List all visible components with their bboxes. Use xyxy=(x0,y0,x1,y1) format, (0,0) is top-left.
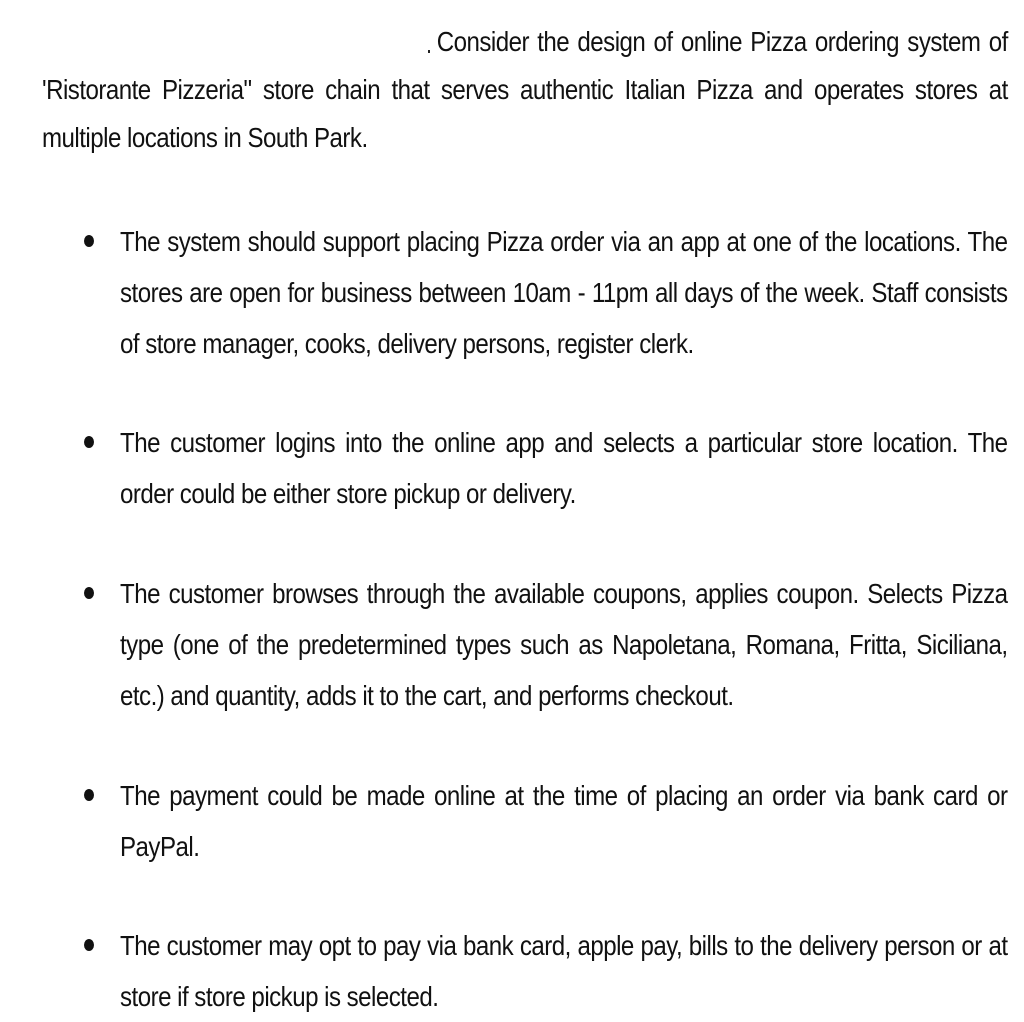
bullet-icon xyxy=(84,235,94,247)
bullet-icon xyxy=(84,939,94,951)
list-item-text: The customer browses through the available coupons, applies coupon. Selects Pizza type (one of the predetermined types such as Napoletana, Romana, Fritta, Siciliana, etc.) and quantity, adds it to the cart, and performs checkout. xyxy=(120,578,1008,711)
list-item-text: The customer logins into the online app and selects a particular store location. The order could be either store pickup or delivery. xyxy=(120,427,1008,509)
list-item-text: The payment could be made online at the time of placing an order via bank card or PayPal. xyxy=(120,780,1008,862)
bullet-icon xyxy=(84,436,94,448)
intro-paragraph xyxy=(42,18,1008,162)
list-item-text: The system should support placing Pizza order via an app at one of the locations. The stores are open for business between 10am - 11pm all days of the week. Staff consists of store manager, cooks, delivery persons, register clerk. xyxy=(120,226,1008,359)
bullet-icon xyxy=(84,789,94,801)
intro-text: Consider the design of online Pizza ordering system of 'Ristorante Pizzeria" store chain that serves authentic Italian Pizza and operates stores at multiple locations in South Park. xyxy=(42,26,1008,153)
list-item-text: The customer may opt to pay via bank card, apple pay, bills to the delivery person or at store if store pickup is selected. xyxy=(120,930,1008,1012)
bullet-icon xyxy=(84,587,94,599)
